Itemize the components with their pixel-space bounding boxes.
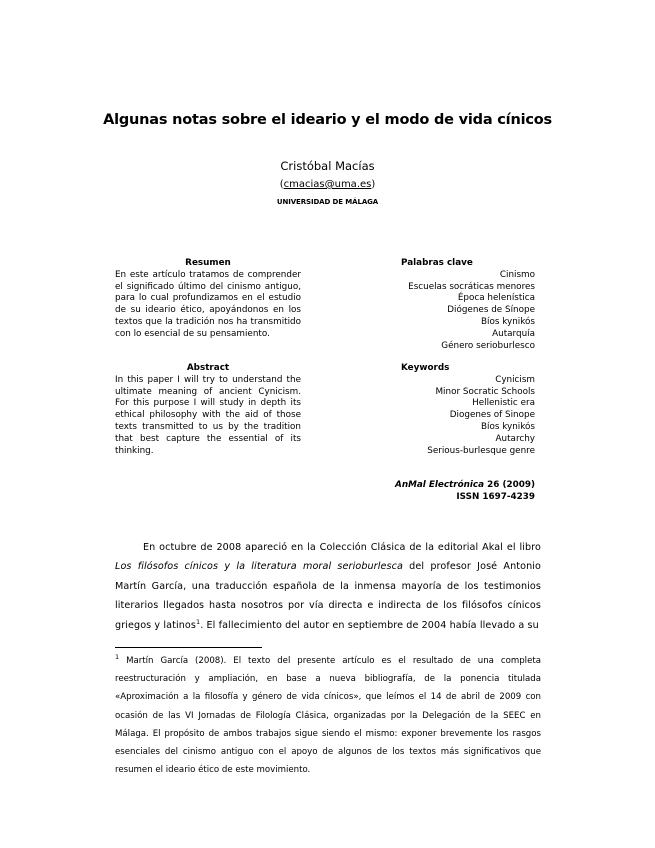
resumen-heading: Resumen <box>185 258 231 268</box>
body-text-end: . El fallecimiento del autor en septiembre de 2004 había llevado a su <box>200 619 539 631</box>
journal-name: AnMal Electrónica <box>395 480 485 490</box>
palabra-clave-item: Escuelas socráticas menores <box>408 281 535 292</box>
email-close-paren: ) <box>371 179 376 190</box>
journal-issn: ISSN 1697-4239 <box>456 491 535 502</box>
palabras-clave-heading: Palabras clave <box>401 258 473 268</box>
abstract-block <box>115 363 301 457</box>
keyword-item: Minor Socratic Schools <box>435 386 535 397</box>
footnote-text: Martín García (2008). El texto del presente artículo es el resultado de una completa reestructuración y ampliación, en base a nueva bibliografía, de la ponencia titulada «Aproximación a la filosofía y género de vida cínicos», que leímos el 14 de abril de 2009 con ocasión de las VI Jornadas de Filología Clásica, organizadas por la Delegación de la SEEC en Málaga. El propósito de ambos trabajos sigue siendo el mismo: exponer brevemente los rasgos esenciales del cinismo antiguo con el apoyo de algunos de los textos más significativos que resumen el ideario ético de este movimiento. <box>115 656 541 776</box>
abstract-text: In this paper I will try to understand the ultimate meaning of ancient Cynicism. For this purpose I will study in depth its ethical philosophy with the aid of those texts transmitted to us by the tradition that best capture the essential of its thinking. <box>115 374 301 456</box>
author-email-line <box>0 179 655 190</box>
journal-issue: 26 (2009) <box>487 480 535 490</box>
body-paragraph <box>115 538 541 635</box>
palabras-clave-block <box>352 258 535 352</box>
affiliation: UNIVERSIDAD DE MÁLAGA <box>276 198 379 206</box>
palabra-clave-item: Autarquía <box>492 328 535 339</box>
paper-title: Algunas notas sobre el ideario y el modo de vida cínicos <box>103 112 552 128</box>
keyword-item: Cynicism <box>495 374 535 385</box>
abstract-heading: Abstract <box>186 363 230 373</box>
keywords-heading: Keywords <box>401 363 450 373</box>
author-name: Cristóbal Macías <box>280 159 375 173</box>
resumen-text: En este artículo tratamos de comprender el significado último del cinismo antiguo, para lo cual profundizamos en el estudio de su ideario ético, apoyándonos en los textos que la tradición nos ha transmitido con lo esencial de su pensamiento. <box>115 269 301 339</box>
author-email-link[interactable]: cmacias@uma.es <box>283 179 372 190</box>
palabra-clave-item: Diógenes de Sínope <box>447 305 535 316</box>
journal-info <box>352 480 535 504</box>
body-text-start: En octubre de 2008 apareció en la Colección Clásica de la editorial Akal el libro <box>143 542 541 553</box>
footnote-divider <box>115 647 262 648</box>
footnote-mark: 1 <box>115 653 120 661</box>
footnote <box>115 652 541 779</box>
email-open-paren: ( <box>279 179 284 190</box>
keyword-item: Serious-burlesque genre <box>427 445 535 456</box>
resumen-block <box>115 258 301 341</box>
book-title: Los filósofos cínicos y la literatura moral serioburlesca <box>115 561 403 573</box>
footnote-reference[interactable]: 1 <box>195 617 201 626</box>
palabra-clave-item: Género serioburlesco <box>441 340 535 351</box>
keyword-item: Autarchy <box>495 433 535 444</box>
palabra-clave-item: Cinismo <box>499 269 535 280</box>
journal-name-line <box>352 480 535 492</box>
body-text-mid: del profesor José Antonio Martín García, una traducción española de la inmensa mayoría de los testimonios literarios llegados hasta nosotros por vía directa e indirecta de los filósofos cínicos griegos y latinos <box>115 561 541 631</box>
palabra-clave-item: Bíos kynikós <box>481 316 535 327</box>
palabra-clave-item: Época helenística <box>457 293 535 304</box>
keyword-item: Hellenistic era <box>472 398 535 409</box>
keywords-block <box>352 363 535 457</box>
keyword-item: Bíos kynikós <box>481 421 535 432</box>
keyword-item: Diogenes of Sinope <box>449 410 535 421</box>
